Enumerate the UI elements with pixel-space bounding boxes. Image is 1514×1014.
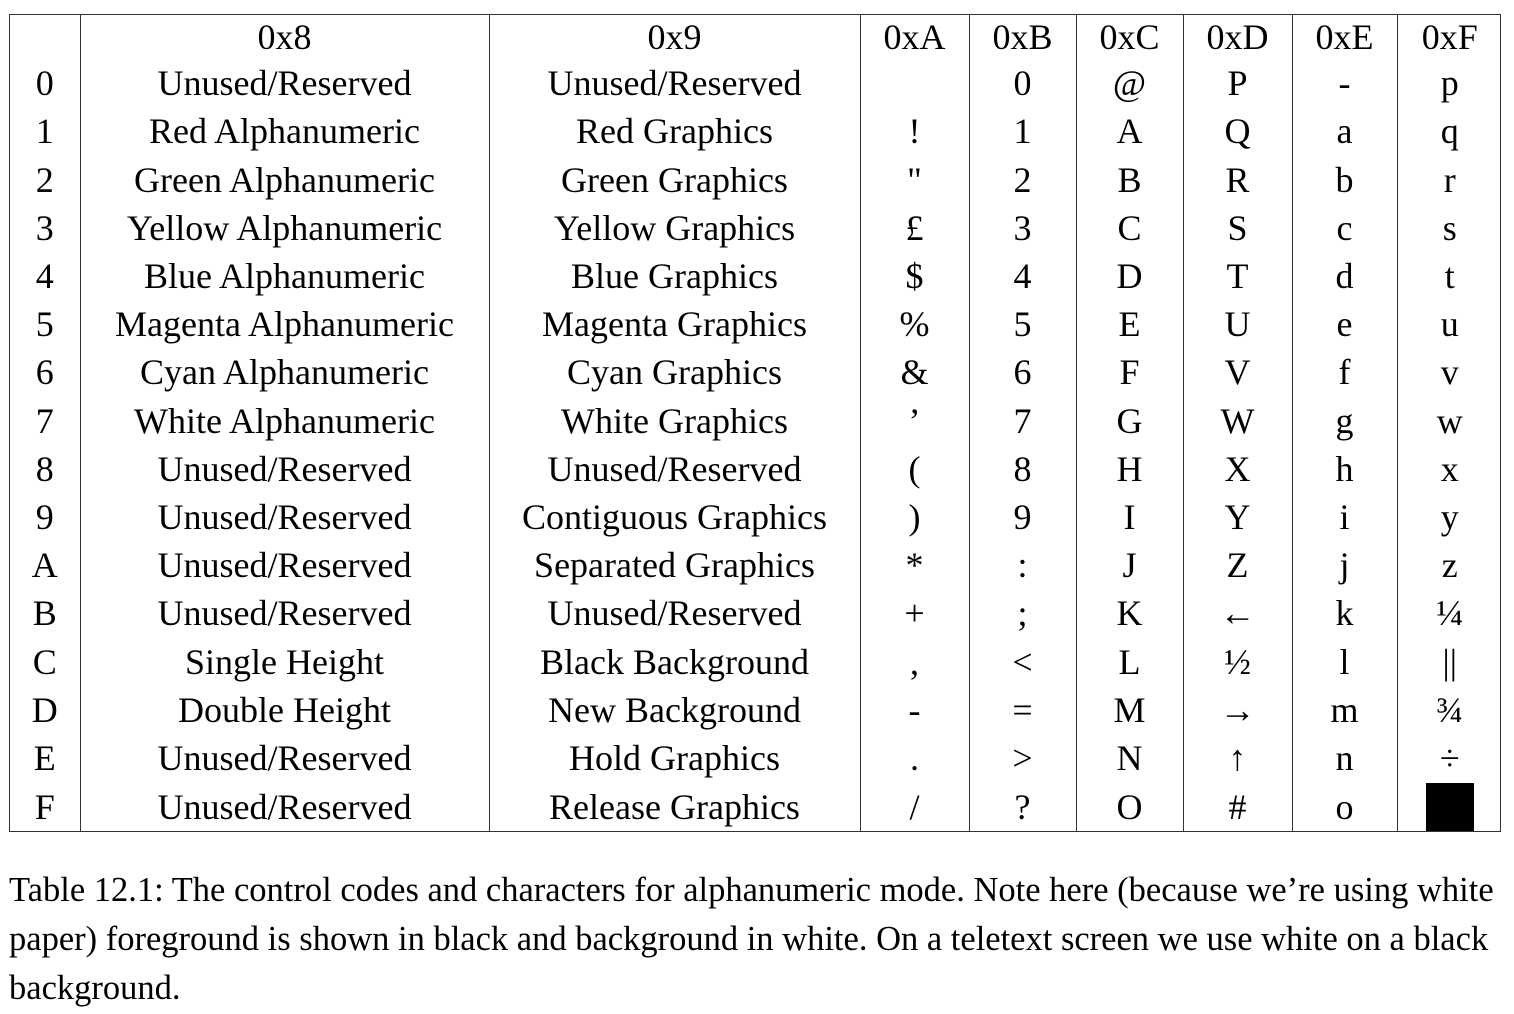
table-cell: J: [1076, 541, 1183, 589]
table-cell: K: [1076, 589, 1183, 637]
row-header: 8: [35, 448, 54, 489]
table-cell: b: [1292, 155, 1397, 203]
table-row: [10, 686, 1502, 734]
table-cell: w: [1397, 396, 1502, 444]
table-cell: Unused/Reserved: [80, 734, 489, 782]
row-header: D: [31, 689, 58, 730]
table-row: [10, 204, 1502, 252]
table-cell: :: [969, 541, 1076, 589]
table-cell: P: [1183, 59, 1292, 107]
table-cell: -: [860, 686, 969, 734]
table-cell: >: [969, 734, 1076, 782]
table-cell: Separated Graphics: [489, 541, 860, 589]
table-cell: (: [860, 445, 969, 493]
column-header: 0xE: [1292, 15, 1397, 59]
table-cell: Release Graphics: [489, 782, 860, 831]
table-cell: -: [1292, 59, 1397, 107]
teletext-code-table: [9, 14, 1501, 832]
table-cell: x: [1397, 445, 1502, 493]
table-cell: M: [1076, 686, 1183, 734]
row-header: A: [31, 545, 58, 586]
column-header: 0xC: [1076, 15, 1183, 59]
table-row: [10, 493, 1502, 541]
table-cell: h: [1292, 445, 1397, 493]
table-cell: a: [1292, 107, 1397, 155]
table-cell: @: [1076, 59, 1183, 107]
table-cell: 5: [969, 300, 1076, 348]
table-cell: n: [1292, 734, 1397, 782]
table-cell: ?: [969, 782, 1076, 831]
table-cell: r: [1397, 155, 1502, 203]
table-cell: Double Height: [80, 686, 489, 734]
table-cell: =: [969, 686, 1076, 734]
table-row: [10, 59, 1502, 107]
column-header: 0xF: [1397, 15, 1502, 59]
table-cell: Green Alphanumeric: [80, 155, 489, 203]
table-cell: H: [1076, 445, 1183, 493]
table-row: [10, 637, 1502, 685]
table-cell: V: [1183, 348, 1292, 396]
row-header: 3: [35, 207, 54, 248]
table-cell: Single Height: [80, 637, 489, 685]
table-cell: ): [860, 493, 969, 541]
table-cell: g: [1292, 396, 1397, 444]
table-cell: G: [1076, 396, 1183, 444]
table-row: [10, 734, 1502, 782]
table-cell: q: [1397, 107, 1502, 155]
table-cell: l: [1292, 637, 1397, 685]
table-cell: L: [1076, 637, 1183, 685]
table-row: [10, 541, 1502, 589]
table-cell: A: [1076, 107, 1183, 155]
table-cell: White Alphanumeric: [80, 396, 489, 444]
row-header: 5: [35, 304, 54, 345]
table-cell: s: [1397, 204, 1502, 252]
table-cell: Unused/Reserved: [489, 59, 860, 107]
table-cell: Contiguous Graphics: [489, 493, 860, 541]
table-cell: Unused/Reserved: [80, 541, 489, 589]
table-cell: 0: [969, 59, 1076, 107]
table-cell: Hold Graphics: [489, 734, 860, 782]
header-corner: [10, 15, 80, 59]
table-row: [10, 396, 1502, 444]
row-header: 1: [35, 111, 54, 152]
table-cell: S: [1183, 204, 1292, 252]
table-cell: !: [860, 107, 969, 155]
table-row: [10, 589, 1502, 637]
table-cell: Cyan Graphics: [489, 348, 860, 396]
row-header: F: [34, 786, 55, 827]
table-cell: ": [860, 155, 969, 203]
table-cell: +: [860, 589, 969, 637]
table-cell: W: [1183, 396, 1292, 444]
row-header: B: [32, 593, 57, 634]
table-cell: B: [1076, 155, 1183, 203]
table-cell: <: [969, 637, 1076, 685]
table-cell: F: [1076, 348, 1183, 396]
table-cell: $: [860, 252, 969, 300]
solid-block-icon: [1426, 783, 1474, 831]
table-cell: Unused/Reserved: [80, 445, 489, 493]
table-cell: %: [860, 300, 969, 348]
table-cell: Cyan Alphanumeric: [80, 348, 489, 396]
table-cell: ,: [860, 637, 969, 685]
table-row: [10, 107, 1502, 155]
table-cell: 7: [969, 396, 1076, 444]
table-cell: →: [1183, 686, 1292, 734]
table-cell: Red Graphics: [489, 107, 860, 155]
table-cell: R: [1183, 155, 1292, 203]
table-cell: f: [1292, 348, 1397, 396]
table-cell: White Graphics: [489, 396, 860, 444]
table-cell: C: [1076, 204, 1183, 252]
table-cell: v: [1397, 348, 1502, 396]
table-cell: 3: [969, 204, 1076, 252]
column-header: 0x8: [80, 15, 489, 59]
table-cell: ½: [1183, 637, 1292, 685]
table-row: [10, 445, 1502, 493]
column-header: 0xD: [1183, 15, 1292, 59]
column-header: 0xA: [860, 15, 969, 59]
table-cell: Unused/Reserved: [489, 445, 860, 493]
table-cell: £: [860, 204, 969, 252]
table-cell: U: [1183, 300, 1292, 348]
table-cell: I: [1076, 493, 1183, 541]
table-cell: O: [1076, 782, 1183, 831]
table-cell: t: [1397, 252, 1502, 300]
row-header: 7: [35, 400, 54, 441]
table-cell: ¾: [1397, 686, 1502, 734]
table-cell: Yellow Alphanumeric: [80, 204, 489, 252]
table-cell: j: [1292, 541, 1397, 589]
table-cell: 4: [969, 252, 1076, 300]
table-cell: ;: [969, 589, 1076, 637]
table-cell: ↑: [1183, 734, 1292, 782]
table-cell: u: [1397, 300, 1502, 348]
table-cell: ÷: [1397, 734, 1502, 782]
table-row: [10, 252, 1502, 300]
table-cell: e: [1292, 300, 1397, 348]
table-cell: Magenta Graphics: [489, 300, 860, 348]
table-cell: Y: [1183, 493, 1292, 541]
table-cell: N: [1076, 734, 1183, 782]
table-cell: ¼: [1397, 589, 1502, 637]
table-cell: .: [860, 734, 969, 782]
table-cell: Green Graphics: [489, 155, 860, 203]
table-cell: d: [1292, 252, 1397, 300]
row-header: 4: [35, 255, 54, 296]
table-cell: 6: [969, 348, 1076, 396]
table-cell: Red Alphanumeric: [80, 107, 489, 155]
row-header: 0: [35, 63, 54, 104]
table-cell: Blue Alphanumeric: [80, 252, 489, 300]
table-cell: m: [1292, 686, 1397, 734]
table-cell: o: [1292, 782, 1397, 831]
table-cell: &: [860, 348, 969, 396]
table-cell: Yellow Graphics: [489, 204, 860, 252]
table-cell: Unused/Reserved: [80, 59, 489, 107]
table-cell: Unused/Reserved: [80, 782, 489, 831]
table-cell: X: [1183, 445, 1292, 493]
table-cell: D: [1076, 252, 1183, 300]
table-cell: Blue Graphics: [489, 252, 860, 300]
table-row: [10, 348, 1502, 396]
table-cell: New Background: [489, 686, 860, 734]
table-cell: [1397, 782, 1502, 831]
table-caption: Table 12.1: The control codes and characters for alphanumeric mode. Note here (because we’re using white paper) foreground is shown in black and background in white. On a teletext screen we use white on a black background.: [9, 871, 1494, 1007]
table-cell: 8: [969, 445, 1076, 493]
table-cell: Z: [1183, 541, 1292, 589]
table-row: [10, 782, 1502, 831]
table-cell: E: [1076, 300, 1183, 348]
table-cell: ←: [1183, 589, 1292, 637]
table-cell: #: [1183, 782, 1292, 831]
table-cell: k: [1292, 589, 1397, 637]
table-row: [10, 300, 1502, 348]
table-cell: 2: [969, 155, 1076, 203]
row-header: 6: [35, 352, 54, 393]
table-cell: /: [860, 782, 969, 831]
table-cell: *: [860, 541, 969, 589]
table-cell: Black Background: [489, 637, 860, 685]
table-cell: i: [1292, 493, 1397, 541]
table-cell: 1: [969, 107, 1076, 155]
table-cell: Q: [1183, 107, 1292, 155]
table-cell: Magenta Alphanumeric: [80, 300, 489, 348]
table-cell: Unused/Reserved: [80, 493, 489, 541]
row-header: E: [33, 737, 56, 778]
table-cell: Unused/Reserved: [489, 589, 860, 637]
row-header: C: [32, 641, 57, 682]
row-header: 9: [35, 496, 54, 537]
table-cell: z: [1397, 541, 1502, 589]
table-row: [10, 155, 1502, 203]
table-cell: Unused/Reserved: [80, 589, 489, 637]
table-cell: ’: [860, 396, 969, 444]
code-table: [10, 15, 1502, 831]
table-cell: T: [1183, 252, 1292, 300]
table-cell: 9: [969, 493, 1076, 541]
table-cell: c: [1292, 204, 1397, 252]
row-header: 2: [35, 159, 54, 200]
column-header: 0xB: [969, 15, 1076, 59]
header-row: [10, 15, 1502, 59]
table-cell: ||: [1397, 637, 1502, 685]
table-cell: p: [1397, 59, 1502, 107]
column-header: 0x9: [489, 15, 860, 59]
table-cell: [860, 59, 969, 107]
table-cell: y: [1397, 493, 1502, 541]
